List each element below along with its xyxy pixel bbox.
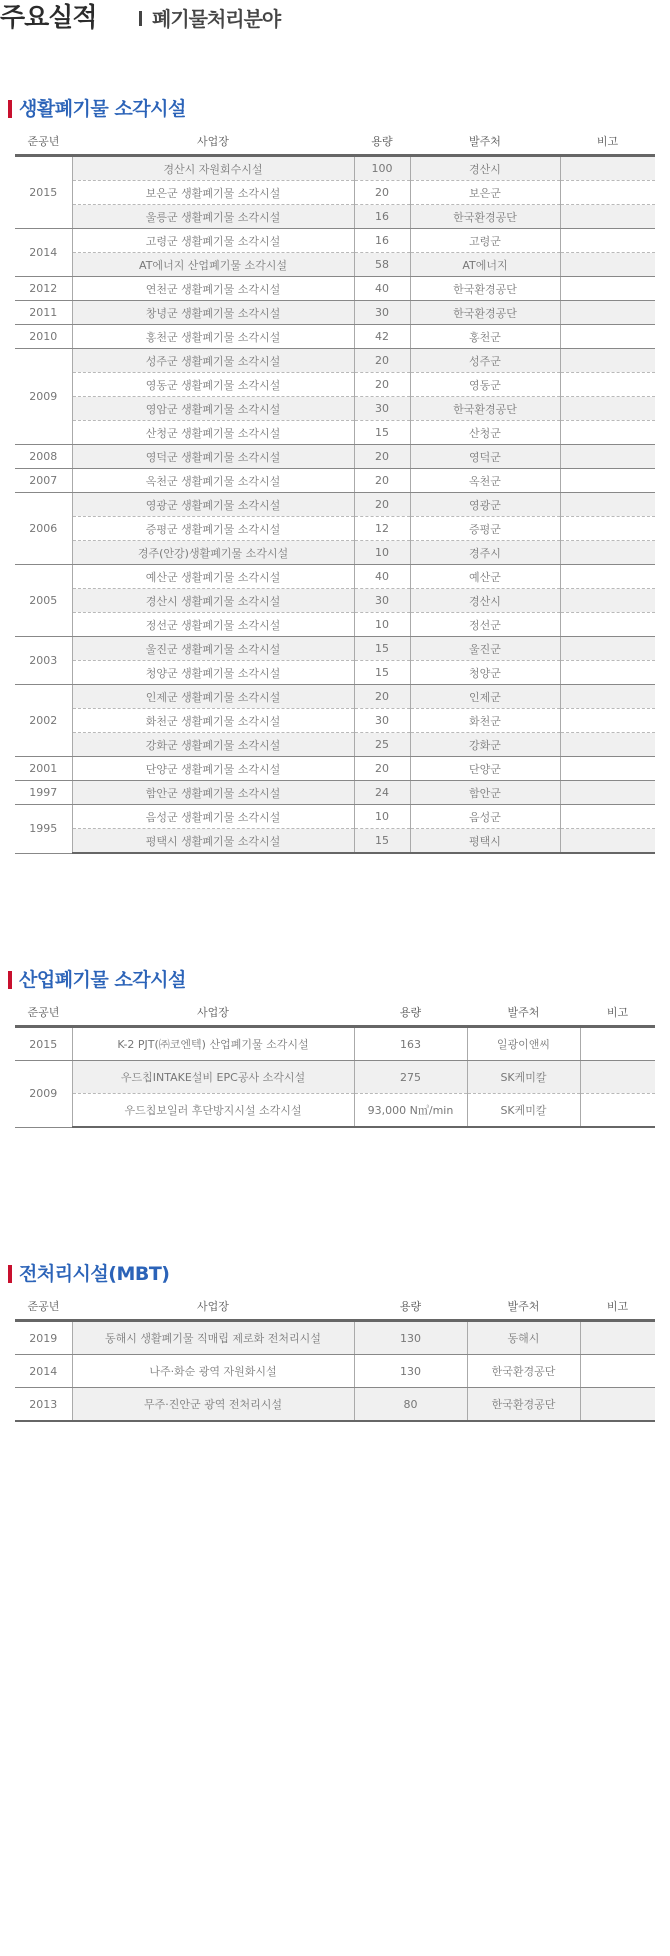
col-capacity-header: 용량 — [354, 998, 467, 1027]
site-cell: 산청군 생활폐기물 소각시설 — [72, 421, 354, 445]
table-household-incineration — [15, 127, 655, 854]
site-cell: 평택시 생활폐기물 소각시설 — [72, 829, 354, 854]
site-cell: 우드칩보일러 후단방지시설 소각시설 — [72, 1094, 354, 1128]
note-cell — [580, 1388, 655, 1422]
note-cell — [560, 685, 655, 709]
section-marker — [8, 1265, 12, 1283]
site-cell: 증평군 생활폐기물 소각시설 — [72, 517, 354, 541]
note-cell — [560, 589, 655, 613]
table-row — [15, 1388, 655, 1422]
client-cell: 정선군 — [410, 613, 560, 637]
table-row — [15, 1355, 655, 1388]
section-title-text: 전처리시설(MBT) — [19, 1263, 170, 1285]
note-cell — [560, 181, 655, 205]
year-cell: 2011 — [15, 301, 72, 325]
site-cell: 강화군 생활폐기물 소각시설 — [72, 733, 354, 757]
capacity-cell: 130 — [354, 1321, 467, 1355]
site-cell: 옥천군 생활폐기물 소각시설 — [72, 469, 354, 493]
note-cell — [560, 493, 655, 517]
capacity-cell: 10 — [354, 541, 410, 565]
site-cell: 단양군 생활폐기물 소각시설 — [72, 757, 354, 781]
table-header — [15, 127, 655, 156]
capacity-cell: 275 — [354, 1061, 467, 1094]
note-cell — [560, 421, 655, 445]
table-row — [15, 277, 655, 301]
table-header — [15, 1292, 655, 1321]
page-title: 주요실적 — [0, 3, 97, 33]
site-cell: 보은군 생활폐기물 소각시설 — [72, 181, 354, 205]
note-cell — [560, 445, 655, 469]
site-cell: 경주(안강)생활폐기물 소각시설 — [72, 541, 354, 565]
year-cell: 1995 — [15, 805, 72, 854]
capacity-cell: 100 — [354, 156, 410, 181]
capacity-cell: 20 — [354, 493, 410, 517]
note-cell — [560, 805, 655, 829]
client-cell: 경주시 — [410, 541, 560, 565]
note-cell — [560, 277, 655, 301]
note-cell — [560, 229, 655, 253]
year-cell: 2003 — [15, 637, 72, 685]
section-marker — [8, 971, 12, 989]
note-cell — [560, 613, 655, 637]
year-cell: 2009 — [15, 1061, 72, 1128]
table-row — [15, 637, 655, 661]
note-cell — [560, 325, 655, 349]
table-row — [15, 301, 655, 325]
site-cell: 우드칩INTAKE설비 EPC공사 소각시설 — [72, 1061, 354, 1094]
site-cell: K-2 PJT(㈜코엔텍) 산업폐기물 소각시설 — [72, 1027, 354, 1061]
site-cell: 화천군 생활폐기물 소각시설 — [72, 709, 354, 733]
col-note-header: 비고 — [560, 127, 655, 156]
note-cell — [560, 829, 655, 854]
year-cell: 2015 — [15, 156, 72, 229]
client-cell: 화천군 — [410, 709, 560, 733]
col-client-header: 발주처 — [467, 998, 580, 1027]
client-cell: 한국환경공단 — [410, 205, 560, 229]
site-cell: 동해시 생활폐기물 직매립 제로화 전처리시설 — [72, 1321, 354, 1355]
site-cell: AT에너지 산업폐기물 소각시설 — [72, 253, 354, 277]
col-note-header: 비고 — [580, 1292, 655, 1321]
client-cell: 함안군 — [410, 781, 560, 805]
client-cell: 증평군 — [410, 517, 560, 541]
capacity-cell: 163 — [354, 1027, 467, 1061]
site-cell: 연천군 생활폐기물 소각시설 — [72, 277, 354, 301]
col-client-header: 발주처 — [467, 1292, 580, 1321]
table-row — [15, 156, 655, 181]
title-divider — [139, 11, 142, 26]
capacity-cell: 20 — [354, 757, 410, 781]
year-cell: 2009 — [15, 349, 72, 445]
client-cell: 동해시 — [467, 1321, 580, 1355]
capacity-cell: 12 — [354, 517, 410, 541]
site-cell: 경산시 생활폐기물 소각시설 — [72, 589, 354, 613]
note-cell — [560, 733, 655, 757]
site-cell: 고령군 생활폐기물 소각시설 — [72, 229, 354, 253]
site-cell: 영동군 생활폐기물 소각시설 — [72, 373, 354, 397]
note-cell — [560, 349, 655, 373]
client-cell: 경산시 — [410, 589, 560, 613]
note-cell — [580, 1061, 655, 1094]
client-cell: 경산시 — [410, 156, 560, 181]
table-row — [15, 421, 655, 445]
client-cell: 산청군 — [410, 421, 560, 445]
year-cell: 2015 — [15, 1027, 72, 1061]
year-cell: 2014 — [15, 229, 72, 277]
year-cell: 2005 — [15, 565, 72, 637]
capacity-cell: 30 — [354, 397, 410, 421]
table-row — [15, 589, 655, 613]
note-cell — [560, 757, 655, 781]
table-row — [15, 661, 655, 685]
year-cell: 2007 — [15, 469, 72, 493]
table-row — [15, 469, 655, 493]
year-cell: 2008 — [15, 445, 72, 469]
capacity-cell: 16 — [354, 229, 410, 253]
note-cell — [580, 1027, 655, 1061]
site-cell: 영암군 생활폐기물 소각시설 — [72, 397, 354, 421]
client-cell: 인제군 — [410, 685, 560, 709]
client-cell: 성주군 — [410, 349, 560, 373]
note-cell — [560, 373, 655, 397]
table-row — [15, 1321, 655, 1355]
capacity-cell: 24 — [354, 781, 410, 805]
client-cell: 음성군 — [410, 805, 560, 829]
capacity-cell: 20 — [354, 181, 410, 205]
capacity-cell: 16 — [354, 205, 410, 229]
site-cell: 창녕군 생활폐기물 소각시설 — [72, 301, 354, 325]
table-row — [15, 1027, 655, 1061]
capacity-cell: 40 — [354, 277, 410, 301]
table-row — [15, 1061, 655, 1094]
client-cell: 홍천군 — [410, 325, 560, 349]
table-row — [15, 181, 655, 205]
site-cell: 울릉군 생활폐기물 소각시설 — [72, 205, 354, 229]
capacity-cell: 10 — [354, 805, 410, 829]
capacity-cell: 40 — [354, 565, 410, 589]
note-cell — [560, 781, 655, 805]
capacity-cell: 15 — [354, 637, 410, 661]
page-subtitle: 폐기물처리분야 — [152, 7, 281, 31]
table-row — [15, 757, 655, 781]
site-cell: 예산군 생활폐기물 소각시설 — [72, 565, 354, 589]
table-row — [15, 733, 655, 757]
capacity-cell: 80 — [354, 1388, 467, 1422]
site-cell: 경산시 자원회수시설 — [72, 156, 354, 181]
note-cell — [580, 1094, 655, 1128]
table-row — [15, 517, 655, 541]
col-capacity-header: 용량 — [354, 127, 410, 156]
capacity-cell: 58 — [354, 253, 410, 277]
note-cell — [560, 156, 655, 181]
year-cell: 2013 — [15, 1388, 72, 1422]
table-row — [15, 445, 655, 469]
col-site-header: 사업장 — [72, 998, 354, 1027]
table-header — [15, 998, 655, 1027]
col-year-header: 준공년 — [15, 127, 72, 156]
site-cell: 홍천군 생활폐기물 소각시설 — [72, 325, 354, 349]
capacity-cell: 25 — [354, 733, 410, 757]
year-cell: 1997 — [15, 781, 72, 805]
capacity-cell: 130 — [354, 1355, 467, 1388]
col-site-header: 사업장 — [72, 127, 354, 156]
site-cell: 성주군 생활폐기물 소각시설 — [72, 349, 354, 373]
year-cell: 2010 — [15, 325, 72, 349]
page-header — [0, 0, 670, 40]
table-row — [15, 781, 655, 805]
client-cell: 고령군 — [410, 229, 560, 253]
client-cell: 청양군 — [410, 661, 560, 685]
note-cell — [560, 517, 655, 541]
col-capacity-header: 용량 — [354, 1292, 467, 1321]
client-cell: SK케미칼 — [467, 1061, 580, 1094]
client-cell: 강화군 — [410, 733, 560, 757]
client-cell: AT에너지 — [410, 253, 560, 277]
col-note-header: 비고 — [580, 998, 655, 1027]
client-cell: 일광이앤씨 — [467, 1027, 580, 1061]
capacity-cell: 93,000 N㎥/min — [354, 1094, 467, 1128]
table-row — [15, 325, 655, 349]
capacity-cell: 42 — [354, 325, 410, 349]
year-cell: 2014 — [15, 1355, 72, 1388]
capacity-cell: 20 — [354, 445, 410, 469]
col-year-header: 준공년 — [15, 1292, 72, 1321]
table-row — [15, 829, 655, 854]
capacity-cell: 10 — [354, 613, 410, 637]
table-row — [15, 253, 655, 277]
table-row — [15, 565, 655, 589]
capacity-cell: 15 — [354, 661, 410, 685]
site-cell: 정선군 생활폐기물 소각시설 — [72, 613, 354, 637]
note-cell — [560, 565, 655, 589]
section-marker — [8, 100, 12, 118]
table-row — [15, 805, 655, 829]
client-cell: SK케미칼 — [467, 1094, 580, 1128]
client-cell: 한국환경공단 — [410, 397, 560, 421]
col-year-header: 준공년 — [15, 998, 72, 1027]
year-cell: 2012 — [15, 277, 72, 301]
table-industrial-incineration — [15, 998, 655, 1128]
year-cell: 2019 — [15, 1321, 72, 1355]
client-cell: 단양군 — [410, 757, 560, 781]
site-cell: 울진군 생활폐기물 소각시설 — [72, 637, 354, 661]
table-row — [15, 397, 655, 421]
note-cell — [560, 301, 655, 325]
client-cell: 옥천군 — [410, 469, 560, 493]
table-row — [15, 709, 655, 733]
note-cell — [580, 1355, 655, 1388]
table-row — [15, 541, 655, 565]
table-row — [15, 349, 655, 373]
table-row — [15, 205, 655, 229]
site-cell: 영덕군 생활폐기물 소각시설 — [72, 445, 354, 469]
table-row — [15, 493, 655, 517]
site-cell: 인제군 생활폐기물 소각시설 — [72, 685, 354, 709]
client-cell: 한국환경공단 — [467, 1388, 580, 1422]
capacity-cell: 20 — [354, 373, 410, 397]
client-cell: 영동군 — [410, 373, 560, 397]
client-cell: 한국환경공단 — [410, 301, 560, 325]
site-cell: 청양군 생활폐기물 소각시설 — [72, 661, 354, 685]
site-cell: 나주·화순 광역 자원화시설 — [72, 1355, 354, 1388]
table-row — [15, 685, 655, 709]
client-cell: 평택시 — [410, 829, 560, 854]
client-cell: 예산군 — [410, 565, 560, 589]
capacity-cell: 15 — [354, 829, 410, 854]
table-mbt-pretreatment — [15, 1292, 655, 1422]
table-row — [15, 613, 655, 637]
year-cell: 2001 — [15, 757, 72, 781]
client-cell: 보은군 — [410, 181, 560, 205]
note-cell — [560, 397, 655, 421]
table-row — [15, 373, 655, 397]
table-row — [15, 1094, 655, 1128]
capacity-cell: 20 — [354, 349, 410, 373]
client-cell: 한국환경공단 — [410, 277, 560, 301]
capacity-cell: 30 — [354, 709, 410, 733]
capacity-cell: 30 — [354, 301, 410, 325]
note-cell — [560, 253, 655, 277]
capacity-cell: 30 — [354, 589, 410, 613]
site-cell: 무주·진안군 광역 전처리시설 — [72, 1388, 354, 1422]
client-cell: 한국환경공단 — [467, 1355, 580, 1388]
site-cell: 음성군 생활폐기물 소각시설 — [72, 805, 354, 829]
note-cell — [580, 1321, 655, 1355]
col-site-header: 사업장 — [72, 1292, 354, 1321]
site-cell: 영광군 생활폐기물 소각시설 — [72, 493, 354, 517]
client-cell: 울진군 — [410, 637, 560, 661]
note-cell — [560, 637, 655, 661]
site-cell: 함안군 생활폐기물 소각시설 — [72, 781, 354, 805]
client-cell: 영광군 — [410, 493, 560, 517]
client-cell: 영덕군 — [410, 445, 560, 469]
year-cell: 2006 — [15, 493, 72, 565]
capacity-cell: 15 — [354, 421, 410, 445]
capacity-cell: 20 — [354, 685, 410, 709]
note-cell — [560, 541, 655, 565]
note-cell — [560, 661, 655, 685]
col-client-header: 발주처 — [410, 127, 560, 156]
section-title-text: 생활폐기물 소각시설 — [19, 98, 186, 120]
note-cell — [560, 469, 655, 493]
section-title-text: 산업폐기물 소각시설 — [19, 969, 186, 991]
note-cell — [560, 205, 655, 229]
year-cell: 2002 — [15, 685, 72, 757]
capacity-cell: 20 — [354, 469, 410, 493]
table-row — [15, 229, 655, 253]
note-cell — [560, 709, 655, 733]
